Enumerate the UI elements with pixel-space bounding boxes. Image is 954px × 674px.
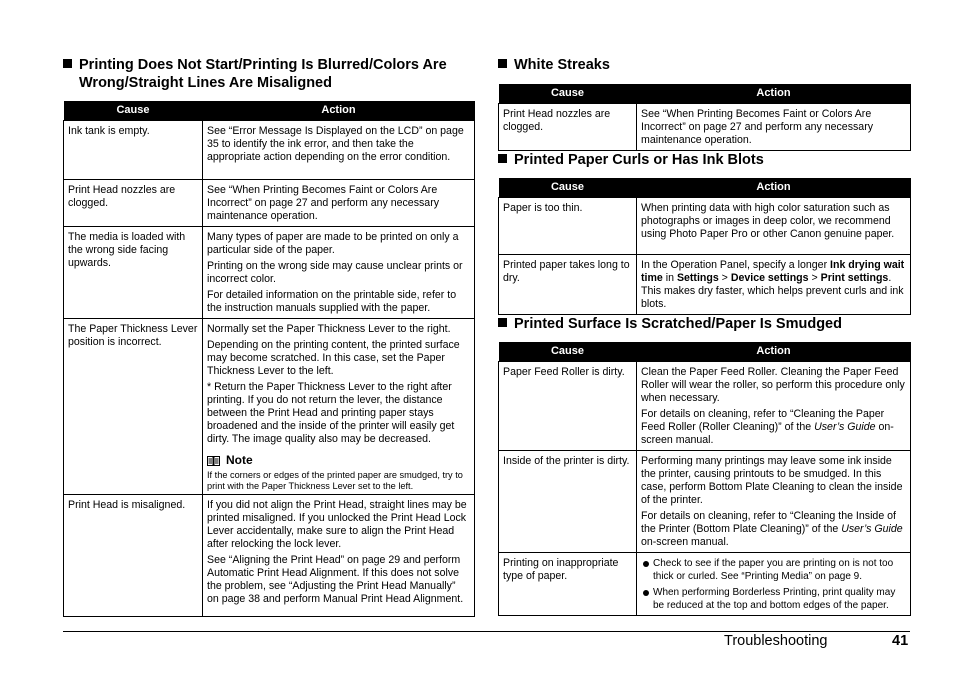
- footer-divider: [63, 631, 910, 632]
- cause-header: Cause: [499, 342, 637, 362]
- action-cell: See “Error Message Is Displayed on the LCD” on page 35 to identify the ink error, and then take the appropriate action depending on the error condition.: [203, 121, 475, 180]
- action-cell: Clean the Paper Feed Roller. Cleaning the Paper Feed Roller will wear the roller, so perform this procedure only when necessary. For details on cleaning, refer to “Cleaning the Paper Feed Roller (Roller Cleaning)” of the User’s Guide on-screen manual.: [637, 362, 911, 451]
- table-row: [499, 255, 911, 315]
- page-number: 41: [892, 633, 909, 649]
- cause-cell: The media is loaded with the wrong side facing upwards.: [64, 227, 203, 319]
- table-row: [64, 227, 475, 319]
- table-row: [499, 104, 911, 151]
- bullet-item: Check to see if the paper you are printing on is not too thick or curled. See “Printing Media” on page 9.: [641, 557, 906, 583]
- footer-section-name: Troubleshooting: [724, 633, 828, 649]
- cause-cell: Paper is too thin.: [499, 198, 637, 255]
- section-title-printing-problems: Printing Does Not Start/Printing Is Blurred/Colors Are Wrong/Straight Lines Are Misaligned: [63, 56, 473, 92]
- cause-cell: Inside of the printer is dirty.: [499, 451, 637, 553]
- action-header: Action: [637, 178, 911, 198]
- action-header: Action: [637, 84, 911, 104]
- square-bullet-icon: [498, 154, 507, 163]
- curls-table: [498, 178, 911, 315]
- bullet-item: When performing Borderless Printing, print quality may be reduced at the top and bottom edges of the paper.: [641, 586, 906, 612]
- section-title-curls: Printed Paper Curls or Has Ink Blots: [498, 151, 764, 169]
- action-cell: Many types of paper are made to be printed on only a particular side of the paper. Printing on the wrong side may cause unclear prints or incorrect color. For detailed information on the printable side, refer to the instruction manuals supplied with the paper.: [203, 227, 475, 319]
- cause-cell: Ink tank is empty.: [64, 121, 203, 180]
- action-cell: In the Operation Panel, specify a longer Ink drying wait time in Settings > Device settings > Print settings. This makes dry faster, which helps prevent curls and ink blots.: [637, 255, 911, 315]
- white-streaks-table: [498, 84, 911, 151]
- square-bullet-icon: [498, 59, 507, 68]
- cause-cell: Printing on inappropriate type of paper.: [499, 553, 637, 616]
- table-row: [64, 180, 475, 227]
- table-row: [499, 451, 911, 553]
- table-row: [499, 362, 911, 451]
- cause-cell: Print Head nozzles are clogged.: [64, 180, 203, 227]
- action-cell: Normally set the Paper Thickness Lever to the right. Depending on the printing content, the printed surface may become scratched. In this case, set the Paper Thickness Lever to the left. * Return the Paper Thickness Lever to the right after printing. If you do not return the lever, the distance between the Print Head and printing paper stays broadened and the inside of the printer will easily get dirty. The image quality also may be decreased. Note If the corners or edges of the printed paper are smudged, try to print with the Paper Thickness Lever set to the left.: [203, 319, 475, 495]
- printing-problems-table: [63, 101, 475, 617]
- action-cell: If you did not align the Print Head, straight lines may be printed misaligned. If you unlocked the Print Head Lock Lever accidentally, make sure to align the Print Head after relocking the lock lever. See “Aligning the Print Head” on page 29 and perform Automatic Print Head Alignment. If this does not solve the problem, see “Adjusting the Print Head Manually” on page 38 and perform Manual Print Head Alignment.: [203, 495, 475, 617]
- cause-header: Cause: [64, 101, 203, 121]
- cause-cell: Print Head is misaligned.: [64, 495, 203, 617]
- action-cell: [637, 553, 911, 616]
- cause-cell: Printed paper takes long to dry.: [499, 255, 637, 315]
- cause-header: Cause: [499, 84, 637, 104]
- cause-cell: Print Head nozzles are clogged.: [499, 104, 637, 151]
- scratched-table: [498, 342, 911, 616]
- cause-cell: The Paper Thickness Lever position is incorrect.: [64, 319, 203, 495]
- section-title-scratched: Printed Surface Is Scratched/Paper Is Smudged: [498, 315, 842, 333]
- square-bullet-icon: [63, 59, 72, 68]
- action-cell: When printing data with high color saturation such as photographs or images in deep color, we recommend using Photo Paper Pro or other Canon genuine paper.: [637, 198, 911, 255]
- action-cell: See “When Printing Becomes Faint or Colors Are Incorrect” on page 27 and perform any necessary maintenance operation.: [203, 180, 475, 227]
- action-cell: See “When Printing Becomes Faint or Colors Are Incorrect” on page 27 and perform any necessary maintenance operation.: [637, 104, 911, 151]
- cause-header: Cause: [499, 178, 637, 198]
- table-row: [64, 121, 475, 180]
- table-row: [499, 553, 911, 616]
- note-text: If the corners or edges of the printed paper are smudged, try to print with the Paper Thickness Lever set to the left.: [207, 470, 463, 491]
- section-title-white-streaks: White Streaks: [498, 56, 610, 74]
- action-cell: Performing many printings may leave some ink inside the printer, causing printouts to be smudged. In this case, perform Bottom Plate Cleaning to clean the inside of the printer. For details on cleaning, refer to “Cleaning the Inside of the Printer (Bottom Plate Cleaning)” of the User’s Guide on-screen manual.: [637, 451, 911, 553]
- table-row: [499, 198, 911, 255]
- cause-cell: Paper Feed Roller is dirty.: [499, 362, 637, 451]
- note-heading: Note: [207, 454, 470, 467]
- note-book-icon: [207, 456, 220, 466]
- table-row: [64, 495, 475, 617]
- action-header: Action: [637, 342, 911, 362]
- action-header: Action: [203, 101, 475, 121]
- table-row: [64, 319, 475, 495]
- square-bullet-icon: [498, 318, 507, 327]
